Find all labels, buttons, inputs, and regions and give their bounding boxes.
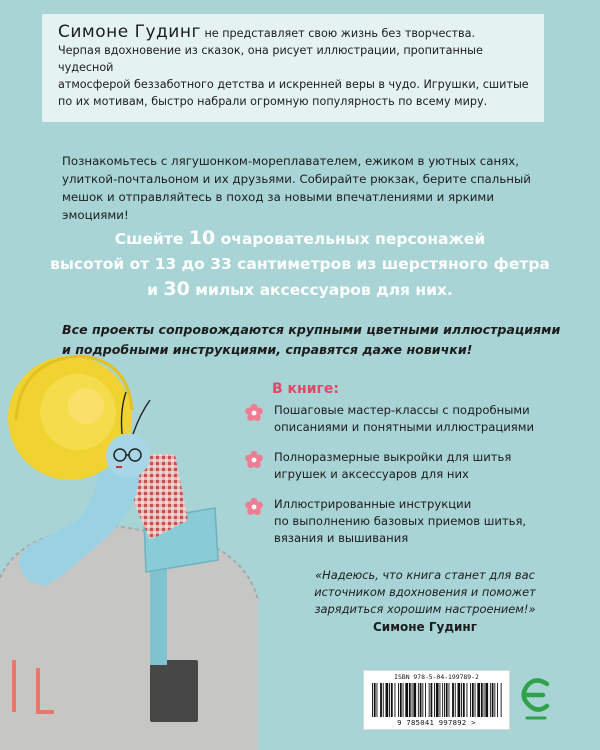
barcode-bar bbox=[455, 683, 456, 717]
barcode-bar bbox=[418, 683, 419, 717]
headline-line-1-post: очаровательных персонажей bbox=[215, 230, 486, 248]
intro-paragraph bbox=[62, 152, 562, 224]
barcode-bar bbox=[461, 683, 462, 717]
in-book-item-line: описаниями и понятными иллюстрациями bbox=[274, 420, 535, 434]
barcode-bar bbox=[391, 683, 393, 717]
barcode-bar bbox=[434, 683, 435, 717]
barcode-bar bbox=[431, 683, 433, 717]
barcode-digits: 9 785041 997892 > bbox=[397, 718, 476, 727]
isbn-label: ISBN 978-5-04-199789-2 bbox=[394, 673, 479, 681]
barcode-bar bbox=[425, 683, 426, 717]
barcode-bar bbox=[420, 683, 422, 717]
in-book-item-line: Полноразмерные выкройки для шитья bbox=[274, 450, 512, 464]
barcode-bars bbox=[370, 683, 505, 717]
barcode-bar bbox=[374, 683, 376, 717]
pink-flower-icon bbox=[244, 403, 264, 423]
barcode-bar bbox=[477, 683, 480, 717]
projects-note bbox=[62, 320, 582, 360]
barcode-bar bbox=[409, 683, 411, 717]
barcode-bar bbox=[485, 683, 488, 717]
barcode-bar bbox=[386, 683, 389, 717]
quote-line-3: зарядиться хорошим настроением!» bbox=[314, 602, 536, 616]
barcode-bar bbox=[389, 683, 390, 717]
barcode-bar bbox=[383, 683, 384, 717]
mailbox-hinge bbox=[150, 660, 198, 722]
barcode-bar bbox=[470, 683, 471, 717]
pink-flower-icon bbox=[244, 497, 264, 517]
intro-line-3: мешок и отправляйтесь в поход за новыми впечатлениями и яркими эмоциями! bbox=[62, 190, 495, 222]
barcode-bar bbox=[463, 683, 465, 717]
headline-line-1-pre: Сшейте bbox=[114, 230, 189, 248]
in-book-item-line: по выполнению базовых приемов шитья, bbox=[274, 514, 527, 528]
barcode-bar bbox=[398, 683, 399, 717]
headline-count-accessories: 30 bbox=[163, 278, 190, 300]
quote-line-2: источником вдохновения и поможет bbox=[314, 585, 536, 599]
author-quote bbox=[300, 567, 550, 636]
barcode-bar bbox=[492, 683, 494, 717]
in-book-title: В книге: bbox=[272, 381, 339, 397]
barcode-bar bbox=[452, 683, 454, 717]
barcode-bar bbox=[429, 683, 430, 717]
in-book-item bbox=[244, 496, 574, 547]
barcode-bar bbox=[403, 683, 404, 717]
barcode-bar bbox=[440, 683, 441, 717]
intro-line-2: улиткой-почтальоном и их друзьями. Собирайте рюкзак, берите спальный bbox=[62, 172, 531, 186]
barcode-bar bbox=[444, 683, 445, 717]
barcode-bar bbox=[442, 683, 443, 717]
barcode-bar bbox=[494, 683, 495, 717]
intro-line-1: Познакомьтесь с лягушонком-мореплавателем, ежиком в уютных санях, bbox=[62, 154, 519, 168]
barcode-bar bbox=[400, 683, 402, 717]
barcode-bar bbox=[467, 683, 468, 717]
in-book-item-line: вязания и вышивания bbox=[274, 531, 409, 545]
quote-line-1: «Надеюсь, что книга станет для вас bbox=[315, 568, 535, 582]
snail-head bbox=[106, 434, 150, 478]
barcode-bar bbox=[449, 683, 450, 717]
author-line-1 bbox=[58, 24, 532, 42]
barcode-bar bbox=[372, 683, 373, 717]
barcode-bar bbox=[412, 683, 413, 717]
headline-line-3-post: милых аксессуаров для них. bbox=[189, 281, 453, 299]
author-line-1-rest: не представляет свою жизнь без творчества. bbox=[200, 27, 476, 40]
in-book-item-line: Иллюстрированные инструкции bbox=[274, 497, 472, 511]
barcode-bar bbox=[501, 683, 502, 717]
quote-author: Симоне Гудинг bbox=[372, 620, 477, 634]
publisher-logo-icon bbox=[521, 678, 551, 724]
note-line-1: Все проекты сопровождаются крупными цветными иллюстрациями bbox=[62, 322, 561, 337]
headline-line-1 bbox=[40, 226, 560, 252]
pink-flower-icon bbox=[244, 450, 264, 470]
author-line-3: атмосферой беззаботного детства и искренней веры в чудо. Игрушки, сшитые bbox=[58, 78, 529, 91]
barcode-bar bbox=[413, 683, 416, 717]
headline-line-3 bbox=[40, 277, 560, 303]
barcode-bar bbox=[481, 683, 483, 717]
barcode-bar bbox=[484, 683, 485, 717]
note-line-2: и подробными инструкциями, справятся даже новички! bbox=[62, 342, 473, 357]
barcode-bar bbox=[472, 683, 474, 717]
in-book-item bbox=[244, 449, 574, 483]
author-line-2: Черпая вдохновение из сказок, она рисует иллюстрации, пропитанные чудесной bbox=[58, 44, 483, 74]
barcode-bar bbox=[436, 683, 439, 717]
barcode-bar bbox=[497, 683, 498, 717]
headline-line-3-pre: и bbox=[147, 281, 164, 299]
barcode-bar bbox=[490, 683, 491, 717]
headline-count-characters: 10 bbox=[188, 227, 216, 249]
author-info-panel bbox=[42, 14, 544, 122]
in-book-item bbox=[244, 402, 574, 436]
headline bbox=[40, 226, 560, 303]
barcode-bar bbox=[422, 683, 423, 717]
in-book-list bbox=[244, 402, 574, 560]
barcode-bar bbox=[405, 683, 408, 717]
barcode-bar bbox=[446, 683, 448, 717]
author-name: Симоне Гудинг bbox=[58, 22, 201, 42]
in-book-item-line: Пошаговые мастер-классы с подробными bbox=[274, 403, 530, 417]
in-book-item-line: игрушек и аксессуаров для них bbox=[274, 467, 469, 481]
barcode-bar bbox=[380, 683, 382, 717]
author-line-4: по их мотивам, быстро набрали огромную популярность по всему миру. bbox=[58, 95, 488, 108]
barcode-bar bbox=[377, 683, 378, 717]
barcode-bar bbox=[395, 683, 396, 717]
isbn-barcode bbox=[363, 670, 510, 730]
barcode-bar bbox=[458, 683, 461, 717]
barcode-bar bbox=[475, 683, 476, 717]
headline-line-2: высотой от 13 до 33 сантиметров из шерстяного фетра bbox=[50, 255, 550, 273]
